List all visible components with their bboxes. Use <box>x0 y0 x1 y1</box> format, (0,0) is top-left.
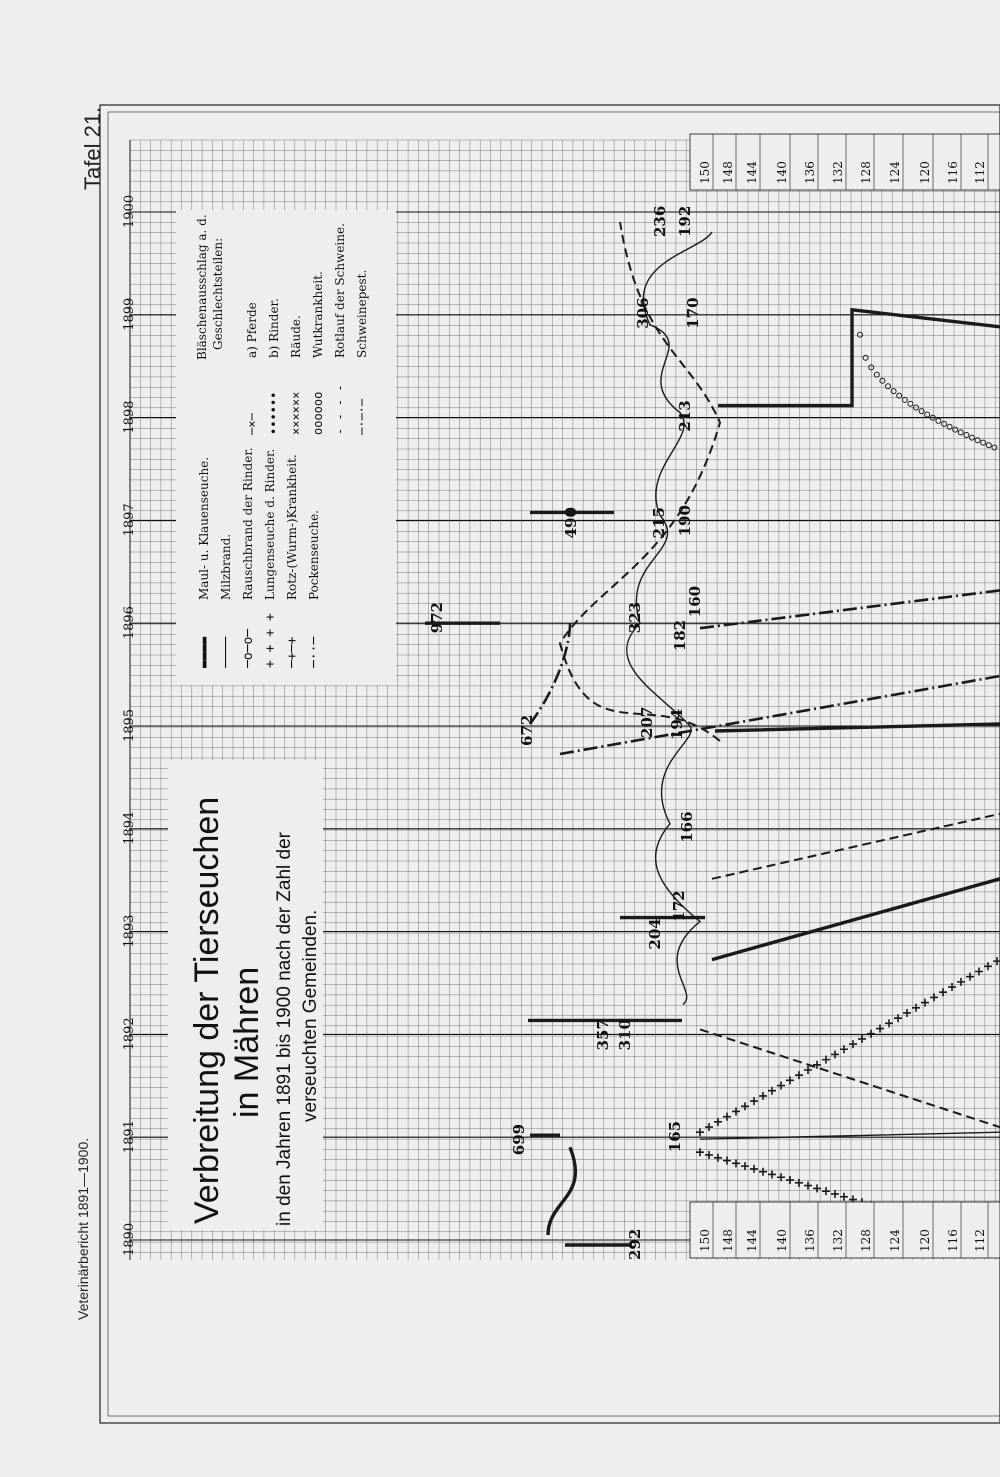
series-lungenseuche-mark <box>921 999 929 1007</box>
series-wutkrankheit-mark <box>919 409 924 414</box>
running-head: Veterinärbericht 1891—1900. <box>75 1137 91 1320</box>
value-tick-label: 140 <box>775 1229 789 1252</box>
series-lungenseuche-mark <box>966 973 974 981</box>
series-lungenseuche-mark <box>750 1165 758 1173</box>
legend-symbol: ─+─+ <box>285 636 300 668</box>
legend-symbol: ──── <box>219 636 234 668</box>
legend-label: Rauschbrand der Rinder. <box>241 447 255 600</box>
value-tick-label: 112 <box>973 1229 987 1252</box>
year-tick-label: 1891 <box>122 1120 137 1154</box>
value-axis <box>690 134 1000 1258</box>
value-tick-label: 144 <box>745 1229 759 1252</box>
legend-label: Rotlauf der Schweine. <box>333 223 347 358</box>
chart-subtitle-line1: in den Jahren 1891 bis 1900 nach der Zahl der <box>274 832 295 1226</box>
legend-label: Wutkrankheit. <box>311 271 325 358</box>
series-wutkrankheit-mark <box>891 389 896 394</box>
legend-symbol: ─×─ <box>245 413 259 435</box>
year-tick-label: 1893 <box>122 914 137 948</box>
legend-symbol: ─··─ <box>307 636 322 668</box>
data-label: 194 <box>668 708 686 740</box>
data-label: 192 <box>676 205 694 237</box>
series-lungenseuche-mark <box>831 1050 839 1058</box>
series-wutkrankheit-mark <box>858 332 863 337</box>
series-lungenseuche-mark <box>930 993 938 1001</box>
series-wutkrankheit-mark <box>863 355 868 360</box>
data-label: 972 <box>428 601 446 634</box>
series-wutkrankheit-mark <box>886 384 891 389</box>
year-tick-label: 1895 <box>122 708 137 742</box>
legend-symbol: - - - - <box>333 384 347 435</box>
year-tick-label: 1890 <box>122 1222 137 1256</box>
legend-label: Lungenseuche d. Rinder. <box>263 448 277 600</box>
legend-symbol: ─o─o─ <box>241 628 256 668</box>
series-wutkrankheit-mark <box>936 418 941 423</box>
value-tick-label: 116 <box>946 1229 960 1252</box>
series-lungenseuche-mark <box>948 983 956 991</box>
series-lungenseuche-mark <box>804 1066 812 1074</box>
value-tick-label: 148 <box>721 1229 735 1252</box>
legend-symbol: ─·─·─ <box>355 398 369 435</box>
title-block <box>168 760 323 1230</box>
data-label: 310 <box>616 1019 634 1051</box>
value-tick-label: 124 <box>888 1229 902 1252</box>
series-lungenseuche-mark <box>696 1128 704 1136</box>
legend-label: Pockenseuche. <box>307 510 321 600</box>
data-label: 357 <box>594 1019 612 1051</box>
legend-label: Maul- u. Klauenseuche. <box>197 456 211 600</box>
series-wutkrankheit-mark <box>880 378 885 383</box>
series-wutkrankheit-mark <box>992 445 997 450</box>
value-tick-label: 120 <box>918 161 932 184</box>
value-tick-label: 144 <box>745 161 759 184</box>
series-wutkrankheit-mark <box>925 412 930 417</box>
series-wutkrankheit-mark <box>964 433 969 438</box>
series-wutkrankheit-mark <box>970 435 975 440</box>
data-label: 292 <box>626 1228 644 1260</box>
series-lungenseuche-mark <box>795 1179 803 1187</box>
data-label: 166 <box>678 811 696 843</box>
data-label: 490 <box>562 507 580 539</box>
value-tick-label: 136 <box>803 161 817 184</box>
series-rotlauf <box>560 222 1000 1127</box>
value-tick-label: 116 <box>946 161 960 184</box>
series-wutkrankheit-mark <box>902 397 907 402</box>
data-label: 172 <box>670 890 688 922</box>
legend-label: b) Rinder. <box>267 298 281 358</box>
chart-title-line1: Verbreitung der Tierseuchen <box>188 796 226 1224</box>
series-lungenseuche-mark <box>732 1107 740 1115</box>
value-tick-label: 128 <box>859 1229 873 1252</box>
data-label: 204 <box>646 918 664 950</box>
series-lungenseuche-mark <box>822 1187 830 1195</box>
value-tick-label: 148 <box>721 161 735 184</box>
series-lungenseuche-mark <box>795 1071 803 1079</box>
series-lungenseuche-mark <box>813 1184 821 1192</box>
series-wutkrankheit-mark <box>914 405 919 410</box>
value-tick-label: 112 <box>973 161 987 184</box>
year-tick-label: 1896 <box>122 606 137 640</box>
year-tick-label: 1898 <box>122 400 137 434</box>
legend <box>176 210 396 685</box>
series-lungenseuche-mark <box>723 1157 731 1165</box>
series-wutkrankheit-mark <box>986 443 991 448</box>
series-lungenseuche-mark <box>786 1076 794 1084</box>
series-lungenseuche-mark <box>732 1159 740 1167</box>
value-tick-label: 150 <box>698 1229 712 1252</box>
series-lungenseuche-mark <box>759 1092 767 1100</box>
legend-label: Schweinepest. <box>355 269 369 358</box>
data-label: 160 <box>686 585 704 618</box>
legend-label: Räude. <box>289 315 303 358</box>
series-lungenseuche-mark <box>768 1087 776 1095</box>
value-tick-label: 150 <box>698 161 712 184</box>
data-label: 323 <box>626 601 644 634</box>
legend-group-header: Geschlechtsteilen: <box>211 237 225 350</box>
legend-symbol: + + + + <box>263 613 278 668</box>
series-lungenseuche-mark <box>867 1030 875 1038</box>
legend-label: Rotz-(Wurm-)Krankheit. <box>285 454 299 600</box>
series-lungenseuche-mark <box>777 1173 785 1181</box>
value-tick-label: 132 <box>831 161 845 184</box>
legend-symbol: oooooo <box>311 391 325 435</box>
series-lungenseuche-mark <box>714 1154 722 1162</box>
series-lungenseuche-mark <box>750 1097 758 1105</box>
series-lungenseuche-mark <box>804 1182 812 1190</box>
series-wutkrankheit-mark <box>874 372 879 377</box>
legend-label: Milzbrand. <box>219 533 233 600</box>
value-tick-label: 140 <box>775 161 789 184</box>
series-lungenseuche-mark <box>723 1113 731 1121</box>
series-lungenseuche-mark <box>849 1040 857 1048</box>
chart-subtitle-line2: verseuchten Gemeinden. <box>300 909 321 1122</box>
data-label: 699 <box>510 1123 528 1156</box>
series-lungenseuche-mark <box>741 1162 749 1170</box>
series-lungenseuche-mark <box>885 1019 893 1027</box>
value-tick-label: 124 <box>888 161 902 184</box>
data-label: 236 <box>651 205 669 237</box>
year-tick-label: 1894 <box>122 811 137 845</box>
legend-symbol: ▬▬▬▬ <box>197 636 212 668</box>
data-label: 182 <box>671 619 689 652</box>
series-wutkrankheit-mark <box>942 421 947 426</box>
plate-label: Tafel 21. <box>80 106 105 190</box>
series-lungenseuche-mark <box>777 1082 785 1090</box>
series-lungenseuche-mark <box>705 1123 713 1131</box>
year-tick-label: 1892 <box>122 1017 137 1051</box>
value-tick-label: 136 <box>803 1229 817 1252</box>
series-lungenseuche-mark <box>759 1168 767 1176</box>
series-wutkrankheit-mark <box>958 430 963 435</box>
legend-symbol: •••••• <box>267 391 281 435</box>
chart-title-line2: in Mähren <box>228 966 266 1118</box>
year-tick-label: 1900 <box>122 194 137 228</box>
legend-group-header: Bläschenausschlag a. d. <box>195 214 209 360</box>
year-tick-label: 1899 <box>122 297 137 331</box>
series-wutkrankheit-mark <box>869 365 874 370</box>
data-label: 215 <box>650 507 668 539</box>
year-tick-label: 1897 <box>122 503 137 537</box>
data-label: 207 <box>638 706 656 738</box>
series-lungenseuche-mark <box>840 1193 848 1201</box>
series-lungenseuche-mark <box>768 1170 776 1178</box>
series-lungenseuche-mark <box>705 1151 713 1159</box>
series-lungenseuche-mark <box>903 1009 911 1017</box>
legend-label: a) Pferde <box>245 302 259 358</box>
series-lungenseuche-mark <box>714 1118 722 1126</box>
data-labels <box>428 206 704 1260</box>
series-lungenseuche-mark <box>912 1004 920 1012</box>
data-label: 170 <box>684 297 702 329</box>
series-lungenseuche-mark <box>831 1190 839 1198</box>
series-wutkrankheit-mark <box>908 401 913 406</box>
value-tick-label: 128 <box>859 161 873 184</box>
series-wutkrankheit-mark <box>975 438 980 443</box>
legend-symbol: ×××××× <box>289 391 303 435</box>
data-label: 190 <box>676 505 694 537</box>
series-wutkrankheit-mark <box>953 427 958 432</box>
data-label: 213 <box>676 400 694 432</box>
value-tick-label: 132 <box>831 1229 845 1252</box>
data-label: 165 <box>666 1120 684 1153</box>
data-label: 306 <box>634 297 652 329</box>
data-label: 672 <box>518 714 536 746</box>
series-lungenseuche-mark <box>786 1176 794 1184</box>
value-tick-label: 120 <box>918 1229 932 1252</box>
series-lungenseuche-mark <box>741 1102 749 1110</box>
series-lungenseuche-mark <box>984 962 992 970</box>
